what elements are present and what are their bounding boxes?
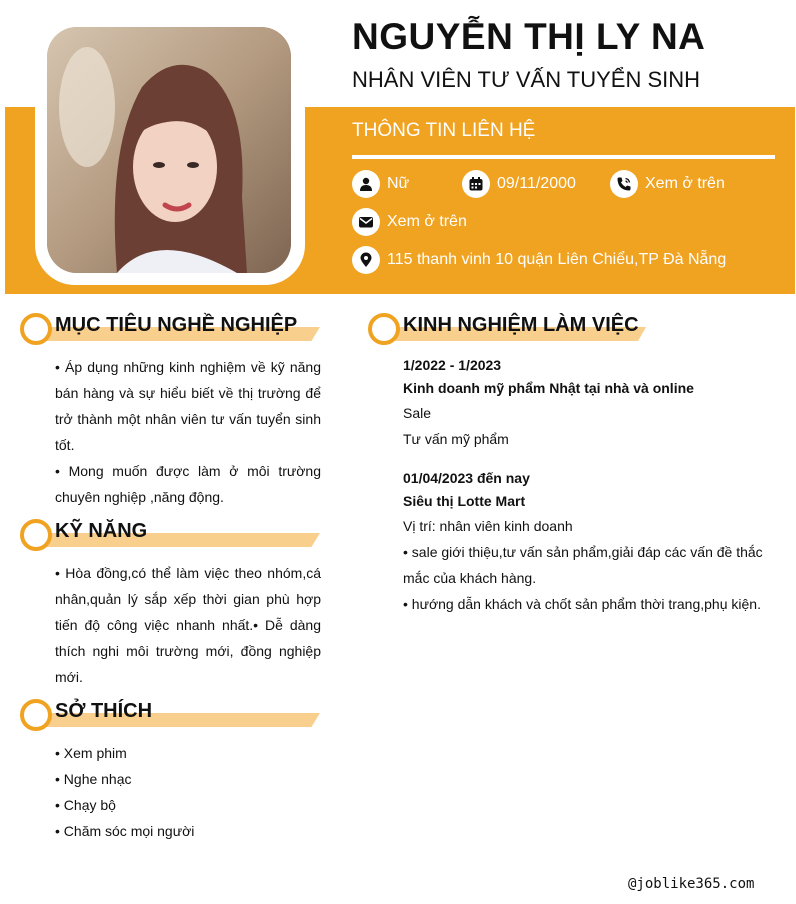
- experience-entry-1: [403, 354, 768, 452]
- contact-email: [352, 207, 467, 237]
- objective-line: • Mong muốn được làm ở môi trường chuyên nghiệp ,năng động.: [55, 463, 321, 505]
- experience-date: 1/2022 - 1/2023: [403, 357, 502, 373]
- phone-icon: [610, 170, 638, 198]
- skills-heading: [20, 519, 322, 553]
- contact-address: [352, 245, 726, 275]
- skills-paragraph: • Hòa đồng,có thể làm việc theo nhóm,cá nhân,quản lý sắp xếp thời gian phù hợp tiến độ công việc nhanh nhất.• Dễ dàng thích nghi môi trường mới, đồng nghiệp mới.: [55, 565, 321, 685]
- avatar-frame: [35, 15, 305, 285]
- experience-entry-2: [403, 467, 768, 617]
- contact-section-title: THÔNG TIN LIÊN HỆ: [352, 120, 536, 141]
- hobbies-list: [55, 740, 194, 844]
- objective-line: • Áp dụng những kinh nghiệm về kỹ năng bán hàng và sự hiểu biết về thị trường để trở thành một nhân viên tư vấn tuyển sinh tốt.: [55, 359, 321, 453]
- email-value: Xem ở trên: [387, 213, 467, 230]
- phone-value: Xem ở trên: [645, 175, 725, 192]
- experience-detail: Sale: [403, 405, 432, 421]
- gender-value: Nữ: [387, 175, 410, 192]
- experience-detail: Tư vấn mỹ phẩm: [403, 431, 509, 447]
- experience-detail: Vị trí: nhân viên kinh doanh: [403, 518, 573, 534]
- avatar-photo: [47, 27, 291, 273]
- experience-company: Kinh doanh mỹ phẩm Nhật tại nhà và online: [403, 380, 694, 396]
- objective-heading-circle: [20, 313, 52, 345]
- experience-title: KINH NGHIỆM LÀM VIỆC: [403, 314, 639, 336]
- hobbies-heading: [20, 699, 322, 733]
- avatar: [47, 27, 291, 273]
- candidate-name: NGUYỄN THỊ LY NA: [352, 16, 706, 57]
- hobby-item: • Xem phim: [55, 745, 127, 761]
- hobbies-title: SỞ THÍCH: [55, 700, 153, 722]
- birthday-value: 09/11/2000: [497, 175, 576, 192]
- experience-company: Siêu thị Lotte Mart: [403, 493, 526, 509]
- address-value: 115 thanh vinh 10 quận Liên Chiểu,TP Đà Nẵng: [387, 251, 727, 268]
- experience-date: 01/04/2023 đến nay: [403, 470, 530, 486]
- skills-heading-circle: [20, 519, 52, 551]
- objective-title: MỤC TIÊU NGHỀ NGHIỆP: [55, 314, 298, 336]
- hobbies-heading-circle: [20, 699, 52, 731]
- hobby-item: • Nghe nhạc: [55, 771, 132, 787]
- contact-gender: [352, 169, 409, 199]
- watermark: @joblike365.com: [628, 876, 755, 892]
- skills-title: KỸ NĂNG: [55, 520, 148, 542]
- user-icon: [352, 170, 380, 198]
- calendar-icon: [462, 170, 490, 198]
- experience-heading-circle: [368, 313, 400, 345]
- experience-heading: [368, 313, 648, 347]
- job-title: NHÂN VIÊN TƯ VẤN TUYỂN SINH: [352, 67, 701, 92]
- contact-phone: [610, 169, 725, 199]
- experience-detail: • hướng dẫn khách và chốt sản phẩm thời trang,phụ kiện.: [403, 596, 761, 612]
- skills-text: [55, 560, 321, 690]
- contact-birthday: [462, 169, 576, 199]
- contact-divider: [352, 155, 775, 159]
- objective-text: [55, 354, 321, 510]
- experience-detail: • sale giới thiệu,tư vấn sản phẩm,giải đáp các vấn đề thắc mắc của khách hàng.: [403, 544, 763, 586]
- location-icon: [352, 246, 380, 274]
- hobby-item: • Chạy bộ: [55, 797, 116, 813]
- email-icon: [352, 208, 380, 236]
- hobby-item: • Chăm sóc mọi người: [55, 823, 195, 839]
- objective-heading: [20, 313, 322, 347]
